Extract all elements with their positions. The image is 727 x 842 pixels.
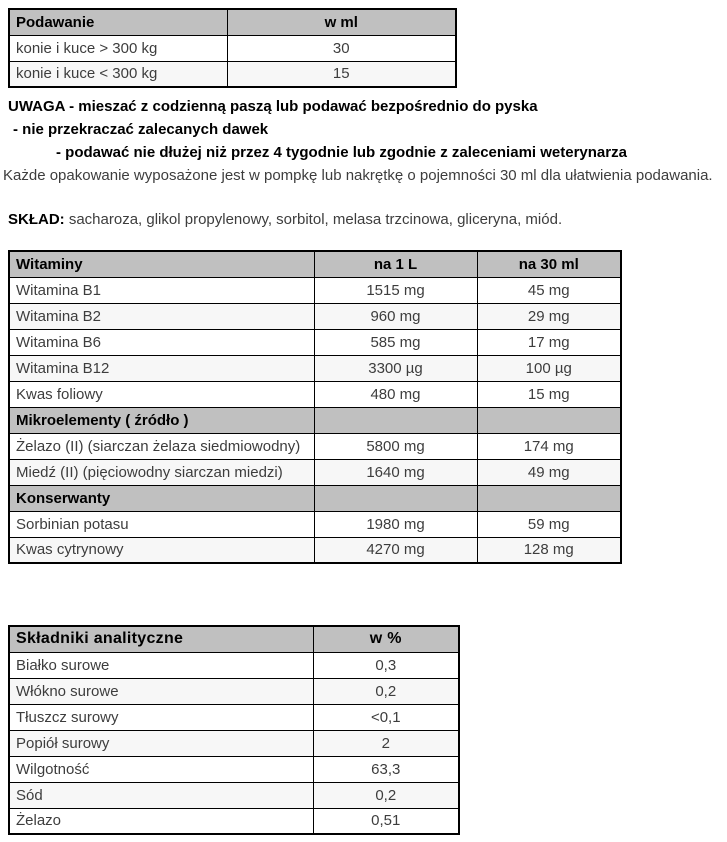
table-row bbox=[9, 303, 621, 329]
table-row bbox=[9, 35, 456, 61]
table-row bbox=[9, 381, 621, 407]
composition-text: sacharoza, glikol propylenowy, sorbitol, melasa trzcinowa, gliceryna, miód. bbox=[68, 211, 563, 228]
nutrient-per-1l: 1640 mg bbox=[314, 459, 477, 485]
analytical-label: Białko surowe bbox=[9, 652, 313, 678]
analytical-label: Tłuszcz surowy bbox=[9, 704, 313, 730]
analytical-table-header-row bbox=[9, 626, 459, 652]
analytical-label: Popiół surowy bbox=[9, 730, 313, 756]
empty-cell bbox=[477, 485, 621, 511]
table-row bbox=[9, 808, 459, 834]
table-row bbox=[9, 537, 621, 563]
table-row bbox=[9, 782, 459, 808]
empty-cell bbox=[314, 407, 477, 433]
note-packaging: Każde opakowanie wyposażone jest w pompkę lub nakrętkę o pojemności 30 ml dla ułatwienia podawania. bbox=[3, 167, 713, 184]
nutrient-label: Kwas foliowy bbox=[9, 381, 314, 407]
nutrient-label: Witamina B6 bbox=[9, 329, 314, 355]
analytical-value: <0,1 bbox=[313, 704, 459, 730]
table-row bbox=[9, 730, 459, 756]
section-header-row bbox=[9, 485, 621, 511]
nutrient-per-30ml: 49 mg bbox=[477, 459, 621, 485]
dosage-row-label: konie i kuce > 300 kg bbox=[9, 35, 227, 61]
analytical-value: 63,3 bbox=[313, 756, 459, 782]
nutrient-label: Kwas cytrynowy bbox=[9, 537, 314, 563]
analytical-table bbox=[8, 625, 460, 835]
analytical-label: Sód bbox=[9, 782, 313, 808]
nutrient-label: Witamina B2 bbox=[9, 303, 314, 329]
table-row bbox=[9, 652, 459, 678]
nutrient-label: Witamina B1 bbox=[9, 277, 314, 303]
nutrient-per-30ml: 128 mg bbox=[477, 537, 621, 563]
analytical-value: 0,3 bbox=[313, 652, 459, 678]
empty-cell bbox=[314, 485, 477, 511]
dosage-row-label: konie i kuce < 300 kg bbox=[9, 61, 227, 87]
nutrients-header-na-1l: na 1 L bbox=[314, 251, 477, 277]
nutrient-per-1l: 480 mg bbox=[314, 381, 477, 407]
nutrient-per-30ml: 174 mg bbox=[477, 433, 621, 459]
table-row bbox=[9, 511, 621, 537]
nutrient-label: Witamina B12 bbox=[9, 355, 314, 381]
section-label: Mikroelementy ( źródło ) bbox=[9, 407, 314, 433]
section-label: Konserwanty bbox=[9, 485, 314, 511]
nutrient-per-30ml: 45 mg bbox=[477, 277, 621, 303]
table-row bbox=[9, 756, 459, 782]
note-warning: UWAGA - mieszać z codzienną paszą lub podawać bezpośrednio do pyska bbox=[8, 98, 538, 115]
nutrient-label: Miedź (II) (pięciowodny siarczan miedzi) bbox=[9, 459, 314, 485]
table-row bbox=[9, 459, 621, 485]
nutrient-per-30ml: 59 mg bbox=[477, 511, 621, 537]
analytical-value: 2 bbox=[313, 730, 459, 756]
nutrient-label: Żelazo (II) (siarczan żelaza siedmiowodny) bbox=[9, 433, 314, 459]
dosage-table-header-row bbox=[9, 9, 456, 35]
nutrient-per-1l: 4270 mg bbox=[314, 537, 477, 563]
nutrients-table bbox=[8, 250, 622, 564]
table-row bbox=[9, 329, 621, 355]
analytical-value: 0,51 bbox=[313, 808, 459, 834]
analytical-label: Żelazo bbox=[9, 808, 313, 834]
analytical-value: 0,2 bbox=[313, 782, 459, 808]
nutrient-per-1l: 5800 mg bbox=[314, 433, 477, 459]
section-header-row bbox=[9, 407, 621, 433]
table-row bbox=[9, 433, 621, 459]
table-row bbox=[9, 61, 456, 87]
nutrients-header-na-30ml: na 30 ml bbox=[477, 251, 621, 277]
nutrient-per-1l: 1980 mg bbox=[314, 511, 477, 537]
composition-label: SKŁAD: bbox=[8, 211, 65, 228]
nutrients-table-header-row bbox=[9, 251, 621, 277]
analytical-header-skladniki: Składniki analityczne bbox=[9, 626, 313, 652]
nutrient-per-30ml: 100 µg bbox=[477, 355, 621, 381]
nutrient-per-30ml: 17 mg bbox=[477, 329, 621, 355]
table-row bbox=[9, 678, 459, 704]
empty-cell bbox=[477, 407, 621, 433]
analytical-value: 0,2 bbox=[313, 678, 459, 704]
table-row bbox=[9, 277, 621, 303]
analytical-label: Wilgotność bbox=[9, 756, 313, 782]
dosage-row-value: 15 bbox=[227, 61, 456, 87]
nutrient-per-1l: 1515 mg bbox=[314, 277, 477, 303]
nutrient-per-30ml: 29 mg bbox=[477, 303, 621, 329]
nutrient-per-1l: 3300 µg bbox=[314, 355, 477, 381]
nutrients-header-witaminy: Witaminy bbox=[9, 251, 314, 277]
table-row bbox=[9, 355, 621, 381]
dosage-row-value: 30 bbox=[227, 35, 456, 61]
table-row bbox=[9, 704, 459, 730]
dosage-header-podawanie: Podawanie bbox=[9, 9, 227, 35]
nutrient-per-1l: 585 mg bbox=[314, 329, 477, 355]
analytical-header-w-percent: w % bbox=[313, 626, 459, 652]
note-duration: - podawać nie dłużej niż przez 4 tygodnie lub zgodnie z zaleceniami weterynarza bbox=[56, 144, 627, 161]
note-dose-limit: - nie przekraczać zalecanych dawek bbox=[13, 121, 269, 138]
composition-line bbox=[8, 211, 727, 228]
dosage-table bbox=[8, 8, 457, 88]
dosage-header-w-ml: w ml bbox=[227, 9, 456, 35]
nutrient-per-1l: 960 mg bbox=[314, 303, 477, 329]
nutrient-label: Sorbinian potasu bbox=[9, 511, 314, 537]
nutrient-per-30ml: 15 mg bbox=[477, 381, 621, 407]
analytical-label: Włókno surowe bbox=[9, 678, 313, 704]
usage-notes bbox=[3, 95, 727, 187]
